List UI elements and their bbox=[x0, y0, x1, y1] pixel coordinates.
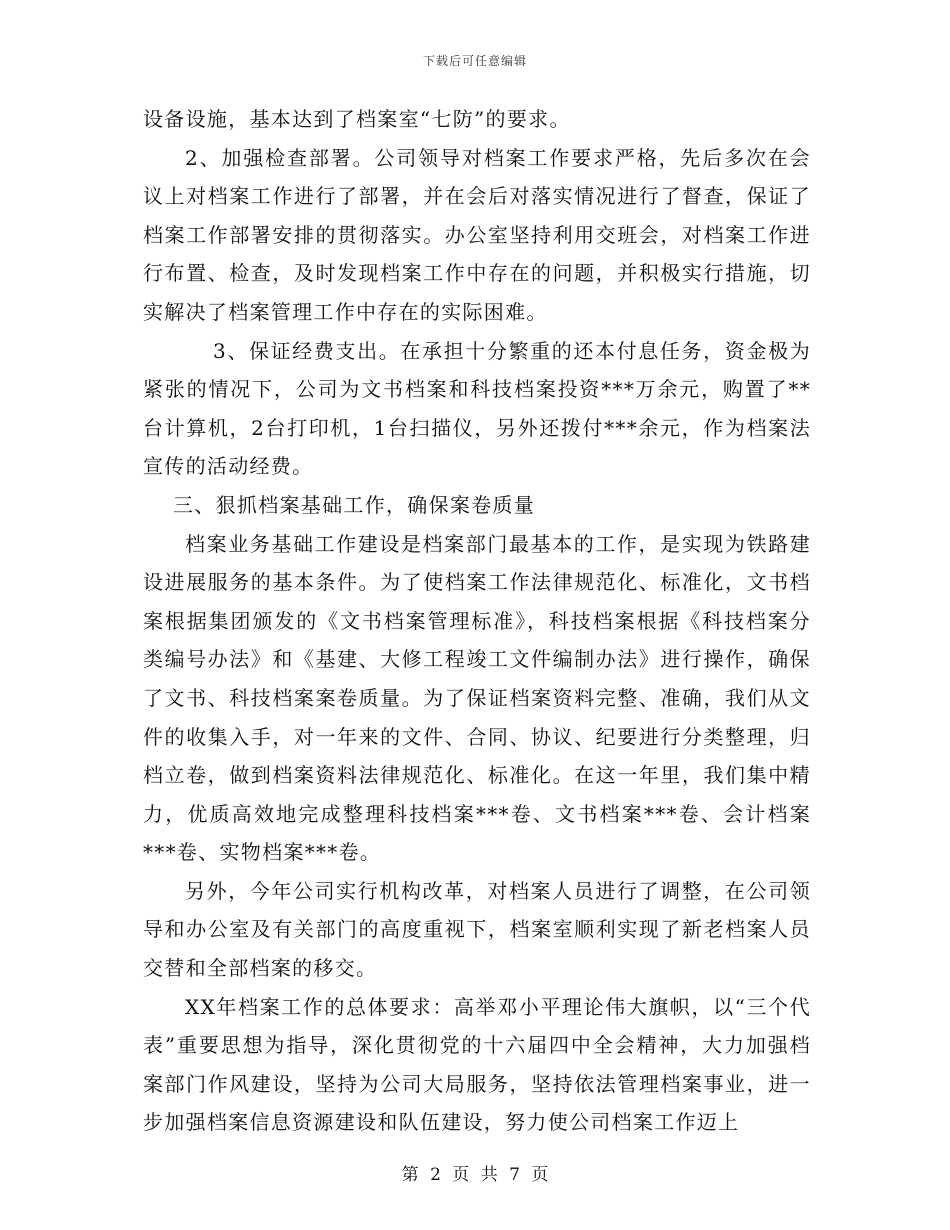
paragraph-continuation: 设备设施，基本达到了档案室“七防”的要求。 bbox=[143, 107, 571, 131]
paragraph-inspection-deployment: 2、加强检查部署。公司领导对档案工作要求严格，先后多次在会议上对档案工作进行了部署，并在会后对落实情况进行了督查，保证了档案工作部署安排的贯彻落实。办公室坚持利用交班会，对档案工作进行布置、检查，及时发现档案工作中存在的问题，并积极实行措施，切实解决了档案管理工作中存在的实际困难。 bbox=[143, 145, 811, 324]
paragraph-archive-foundation: 档案业务基础工作建设是档案部门最基本的工作，是实现为铁路建设进展服务的基本条件。为了使档案工作法律规范化、标准化，文书档案根据集团颁发的《文书档案管理标准》，科技档案根据《科技档案分类编号办法》和《基建、大修工程竣工文件编制办法》进行操作，确保了文书、科技档案案卷质量。为了保证档案资料完整、准确，我们从文件的收集入手，对一年来的文件、合同、协议、纪要进行分类整理，归档立卷，做到档案资料法律规范化、标准化。在这一年里，我们集中精力，优质高效地完成整理科技档案***卷、文书档案***卷、会计档案***卷、实物档案***卷。 bbox=[143, 531, 811, 865]
paragraph-funding: 3、保证经费支出。在承担十分繁重的还本付息任务，资金极为紧张的情况下，公司为文书档案和科技档案投资***万余元，购置了**台计算机，2台打印机，1台扫描仪，另外还拨付***余元，作为档案法宣传的活动经费。 bbox=[143, 338, 811, 479]
paragraph-overall-requirements: XX年档案工作的总体要求：高举邓小平理论伟大旗帜，以“三个代表”重要思想为指导，深化贯彻党的十六届四中全会精神，大力加强档案部门作风建设，坚持为公司大局服务，坚持依法管理档案事业，进一步加强档案信息资源建设和队伍建设，努力使公司档案工作迈上 bbox=[143, 994, 811, 1135]
section-heading: 三、狠抓档案基础工作，确保案卷质量 bbox=[173, 492, 536, 517]
page-number: 第 2 页 共 7 页 bbox=[401, 1165, 549, 1185]
paragraph-restructuring: 另外，今年公司实行机构改革，对档案人员进行了调整，在公司领导和办公室及有关部门的高度重视下，档案室顺利实现了新老档案人员交替和全部档案的移交。 bbox=[143, 878, 811, 981]
document-body bbox=[143, 100, 811, 1142]
page-header: 下载后可任意编辑 bbox=[422, 54, 527, 68]
